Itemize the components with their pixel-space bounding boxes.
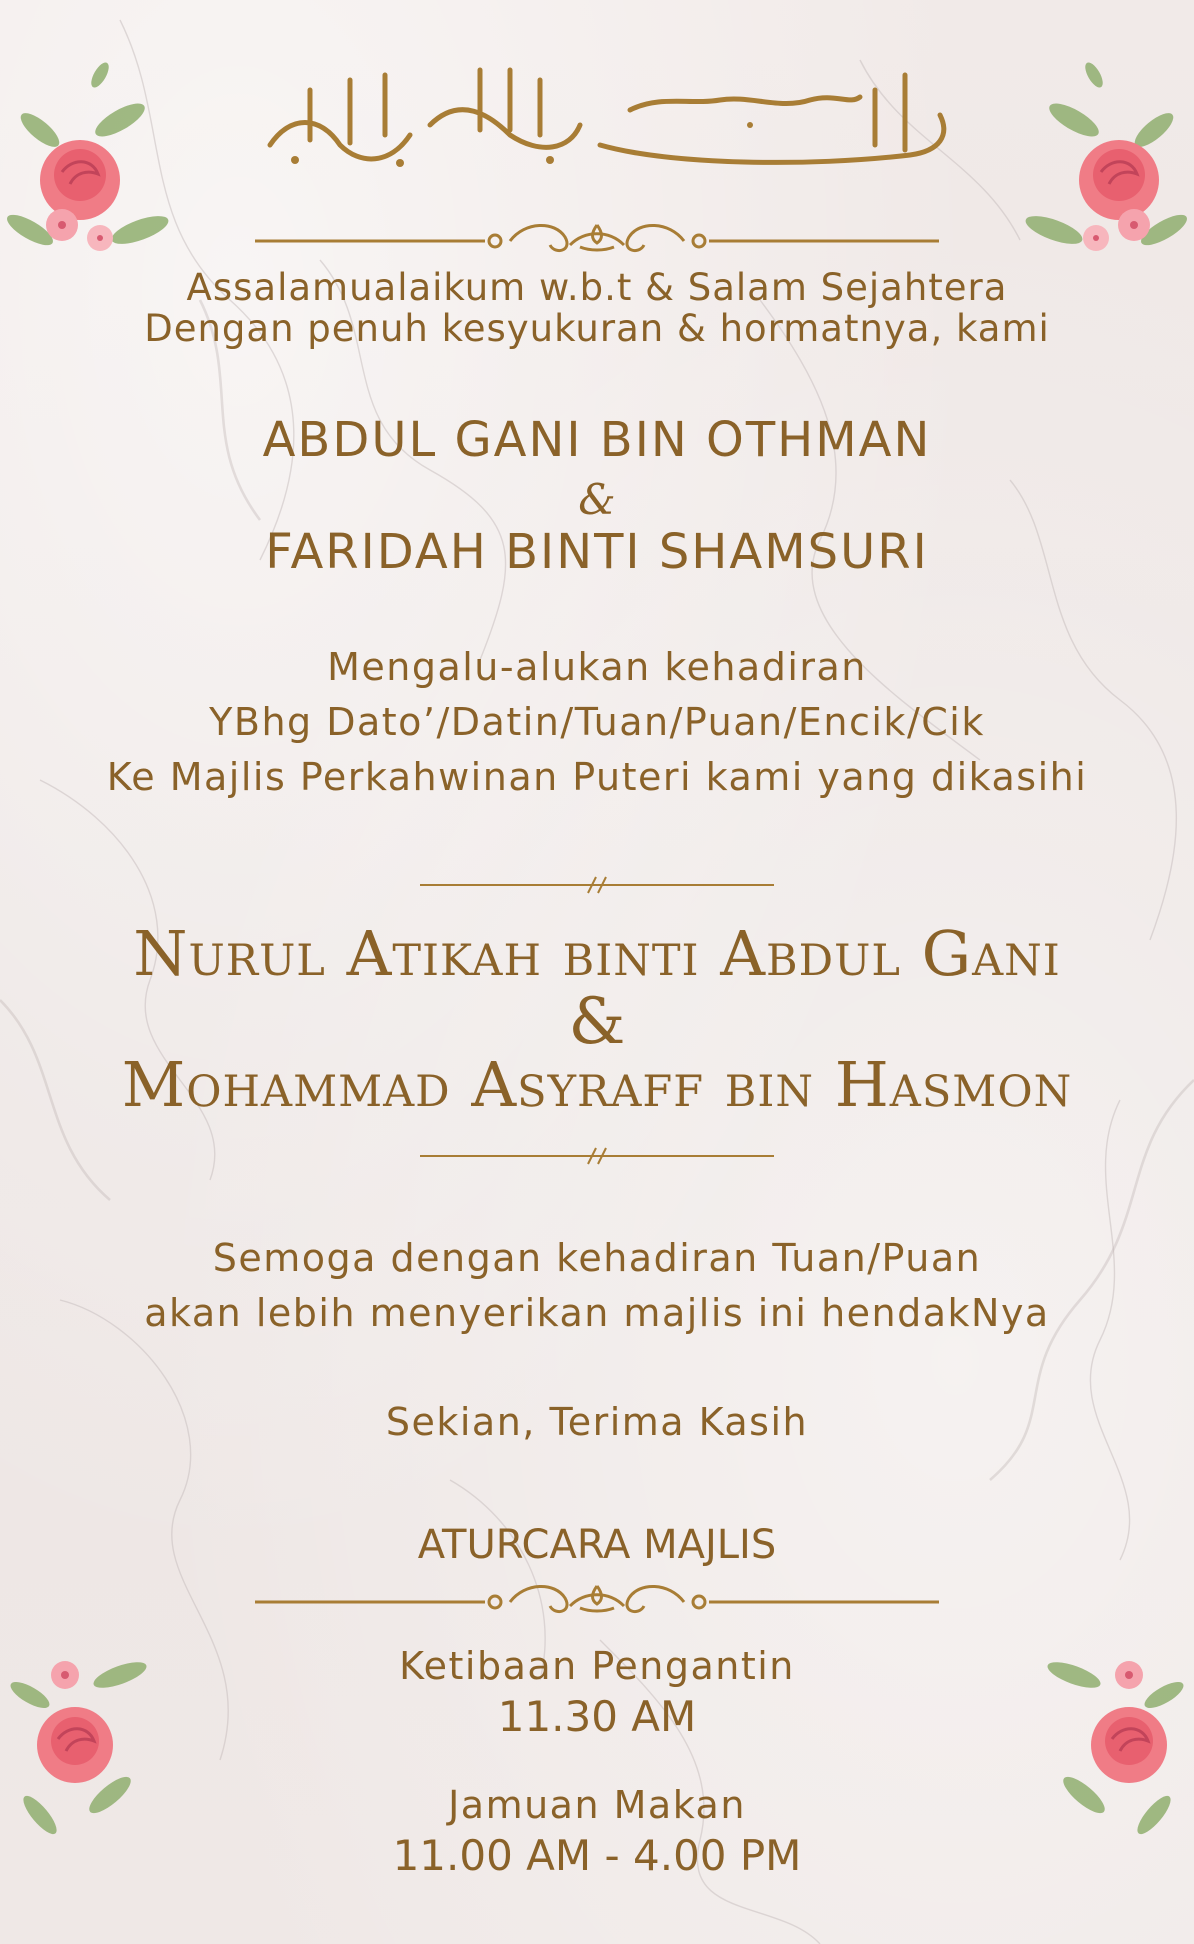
mother-name: FARIDAH BINTI SHAMSURI <box>265 524 929 580</box>
ornamental-divider-bottom <box>255 1576 939 1626</box>
program-item-2-time: 11.00 AM - 4.00 PM <box>392 1831 802 1880</box>
bismillah-calligraphy <box>250 55 950 175</box>
closing-line-1: Semoga dengan kehadiran Tuan/Puan <box>212 1236 982 1280</box>
program-item-1-label: Ketibaan Pengantin <box>399 1644 795 1688</box>
greeting-line-1: Assalamualaikum w.b.t & Salam Sejahtera <box>186 266 1008 309</box>
bride-name: Nurul Atikah binti Abdul Gani <box>133 917 1061 990</box>
closing-thanks: Sekian, Terima Kasih <box>385 1400 809 1444</box>
small-divider-2 <box>420 1146 774 1166</box>
pink-rose-flower-icon <box>0 60 180 300</box>
closing-line-2: akan lebih menyerikan majlis ini hendakNya <box>144 1291 1050 1335</box>
pink-rose-flower-icon <box>0 1645 170 1865</box>
groom-name: Mohammad Asyraff bin Hasmon <box>121 1048 1073 1121</box>
program-item-1-time: 11.30 AM <box>497 1692 697 1741</box>
invitation-line-2: YBhg Dato’/Datin/Tuan/Puan/Encik/Cik <box>209 700 985 744</box>
invitation-line-1: Mengalu-alukan kehadiran <box>327 645 867 689</box>
greeting-line-2: Dengan penuh kesyukuran & hormatnya, kami <box>144 307 1050 350</box>
pink-rose-flower-icon <box>1024 1645 1194 1865</box>
program-item-2-label: Jamuan Makan <box>448 1783 746 1827</box>
program-heading: ATURCARA MAJLIS <box>417 1522 777 1568</box>
small-divider-1 <box>420 875 774 895</box>
pink-rose-flower-icon <box>1014 60 1194 300</box>
couple-ampersand: & <box>568 985 626 1059</box>
father-name: ABDUL GANI BIN OTHMAN <box>262 412 932 468</box>
invitation-line-3: Ke Majlis Perkahwinan Puteri kami yang dikasihi <box>106 755 1088 799</box>
parents-ampersand: & <box>578 475 616 524</box>
ornamental-divider-top <box>255 215 939 265</box>
